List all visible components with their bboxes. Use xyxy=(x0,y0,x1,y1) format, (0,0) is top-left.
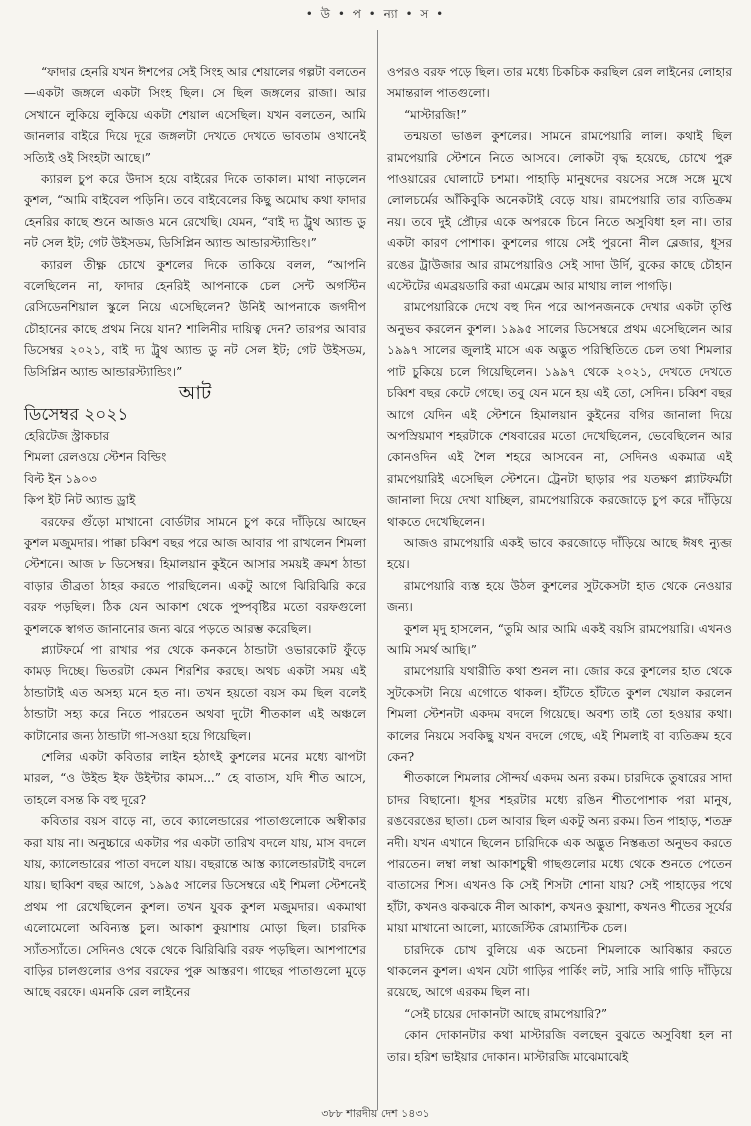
page-footer: ৩৮৮ শারদীয় দেশ ১৪৩১ xyxy=(321,1107,430,1120)
paragraph: রামপেয়ারি যথারীতি কথা শুনল না। জোর করে কুশলের হাত থেকে সুটকেসটা নিয়ে এগোতে থাকল। হাঁটতে হাঁটতে কুশল খেয়াল করলেন শিমলা স্টেশনটা একদম বদলে গিয়েছে। অবশ্য তাই তো হওয়ার কথা। কালের নিয়মে সবকিছু যখন বদলে গেছে, এই শিমলাই বা ব্যতিক্রম হবে কেন? xyxy=(387,664,732,764)
plaque-line: বিল্ট ইন ১৯০৩ xyxy=(24,471,97,486)
paragraph: ক্যারল চুপ করে উদাস হয়ে বাইরের দিকে তাকাল। মাথা নাড়লেন কুশল, “আমি বাইবেল পড়িনি। তবে বাইবেলের কিছু অমোঘ কথা ফাদার হেনরির কাছে শুনে আজও মনে রেখেছি। যেমন, “বাই দ্য ট্রুথ অ্যান্ড ডু নট সেল ইট; গেট উইসডম, ডিসিপ্লিন অ্যান্ড আন্ডারস্ট্যান্ডিং।” xyxy=(24,172,366,251)
paragraph: বরফের গুঁড়ো মাখানো বোর্ডটার সামনে চুপ করে দাঁড়িয়ে আছেন কুশল মজুমদার। পাক্কা চব্বিশ বছর পরে আজ আবার পা রাখলেন শিমলা স্টেশনে। আজ ৮ ডিসেম্বর। হিমালয়ান কুইনে আসার সময়ই ক্রমশ ঠান্ডা বাড়ার তীব্রতা ঠাহর করতে পারছিলেন। একটু আগে ঝিরিঝিরি করে বরফ পড়ছিল। ঠিক যেন আকাশ থেকে পুষ্পবৃষ্টির মতো বরফগুলো কুশলকে স্বাগত জানানোর জন্য ঝরে পড়তে আরম্ভ করেছিল। xyxy=(24,514,366,636)
paragraph: কুশল মৃদু হাসলেন, “তুমি আর আমি একই বয়সি রামপেয়ারি। এখনও আমি সমর্থ আছি।” xyxy=(387,621,732,657)
paragraph: “সেই চায়ের দোকানটা আছে রামপেয়ারি?” xyxy=(404,1006,608,1021)
paragraph: শেলির একটা কবিতার লাইন হঠাৎই কুশলের মনের মধ্যে ঝাপটা মারল, “ও উইন্ড ইফ উইন্টার কামস...” হে বাতাস, যদি শীত আসে, তাহলে বসন্ত কি বহু দূরে? xyxy=(24,750,366,807)
paragraph: কোন দোকানটার কথা মাস্টারজি বলছেন বুঝতে অসুবিধা হল না তার। হরিশ ভাইয়ার দোকান। মাস্টারজি মাঝেমাঝেই xyxy=(387,1028,732,1064)
paragraph: চারদিকে চোখ বুলিয়ে এক অচেনা শিমলাকে আবিষ্কার করতে থাকলেন কুশল। এখন যেটা গাড়ির পার্কিং লট, সারি সারি গাড়ি দাঁড়িয়ে রয়েছে, আগে এরকম ছিল না। xyxy=(387,942,732,1000)
right-column xyxy=(387,62,732,1068)
paragraph: ওপরও বরফ পড়ে ছিল। তার মধ্যে চিকচিক করছিল রেল লাইনের লোহার সমান্তরাল পাতগুলো। xyxy=(387,65,732,101)
paragraph: রামপেয়ারিকে দেখে বহু দিন পরে আপনজনকে দেখার একটা তৃপ্তি অনুভব করলেন কুশল। ১৯৯৫ সালের ডিসেম্বরে প্রথম এসেছিলেন আর ১৯৯৭ সালের জুলাই মাসে এক অদ্ভুত পরিস্থিতিতে চেল তথা শিমলার পাট চুকিয়ে চলে গিয়েছিলেন। ১৯৯৭ থেকে ২০২১, দেখতে দেখতে চব্বিশ বছর কেটে গেছে। তবু যেন মনে হয় এই তো, সেদিন। চব্বিশ বছর আগে যেদিন এই স্টেশনে হিমালয়ান কুইনের বগির জানালা দিয়ে অপস্রিয়মাণ শহরটাকে শেষবারের মতো দেখেছিলেন, ভেবেছিলেন আর কোনওদিন এই শৈল শহরে আসবেন না, সেদিনও একমাত্র এই রামপেয়ারিই এসেছিল স্টেশনে। ট্রেনটা ছাড়ার পর যতক্ষণ প্ল্যাটফর্মটা জানালা দিয়ে দেখা যাচ্ছিল, রামপেয়ারিকে করজোড়ে চুপ করে দাঁড়িয়ে থাকতে দেখেছিলেন। xyxy=(387,300,732,529)
left-column xyxy=(24,62,366,1004)
plaque-line: শিমলা রেলওয়ে স্টেশন বিল্ডিং xyxy=(24,450,167,465)
plaque-line: হেরিটেজ স্ট্রাকচার xyxy=(24,428,110,443)
paragraph: তন্ময়তা ভাঙল কুশলের। সামনে রামপেয়ারি লাল। কথাই ছিল রামপেয়ারি স্টেশনে নিতে আসবে। লোকটা বৃদ্ধ হয়েছে, চোখে পুরু পাওয়ারের ঘোলাটে চশমা। পাহাড়ি মানুষদের বয়সের সঙ্গে সঙ্গে মুখে লোলচর্মের আঁকিবুকি অনেকটাই বেড়ে যায়। রামপেয়ারি তার ব্যতিক্রম নয়। তবে দুই প্রৌঢ়র একে অপরকে চিনে নিতে অসুবিধা হল না। তার একটা কারণ পোশাক। কুশলের গায়ে সেই পুরনো নীল ব্লেজার, ধূসর রঙের ট্রাউজার আর রামপেয়ারিও সেই সাদা উর্দি, বুকের কাছে চৌহান এস্টেটের এমব্রয়ডারি করা এমব্লেম আর মাথায় লাল পাগড়ি। xyxy=(387,129,732,294)
plaque-line: কিপ ইট নিট অ্যান্ড ড্রাই xyxy=(24,493,136,508)
paragraph: ক্যারল তীক্ষ্ণ চোখে কুশলের দিকে তাকিয়ে বলল, “আপনি বলেছিলেন না, ফাদার হেনরিই আপনাকে চেল সেন্ট অগস্টিন রেসিডেনশিয়াল স্কুলে নিয়ে এসেছিলেন? উনিই আপনাকে জগদীপ চৌহানের কাছে প্রথম নিয়ে যান? শালিনীর দায়িত্ব দেন? তারপর আবার ডিসেম্বর ২০২১, বাই দ্য ট্রুথ অ্যান্ড ডু নট সেল ইট; গেট উইসডম, ডিসিপ্লিন অ্যান্ড আন্ডারস্ট্যান্ডিং।” xyxy=(24,257,366,379)
paragraph: “ফাদার হেনরি যখন ঈশপের সেই সিংহ আর শেয়ালের গল্পটা বলতেন—একটা জঙ্গলে একটা সিংহ ছিল। সে ছিল জঙ্গলের রাজা। আর সেখানে লুকিয়ে লুকিয়ে একটা শেয়াল এসেছিল। যখন বলতেন, আমি জানলার বাইরে দিয়ে দূরে জঙ্গলটা দেখতে দেখতে ভাবতাম ওখানেই সত্যিই ওই সিংহটা আছে।” xyxy=(24,65,366,165)
paragraph: প্ল্যাটফর্মে পা রাখার পর থেকে কনকনে ঠান্ডাটা ওভারকোট ফুঁড়ে কামড় দিচ্ছে। ভিতরটা কেমন শিরশির করছে। অথচ একটা সময় এই ঠান্ডাটাই এত অসহ্য মনে হত না। তখন হয়তো বয়স কম ছিল বলেই ঠান্ডাটা সহ্য করে নিতে পারতেন অথবা দুটো শীতকাল এই অঞ্চলে কাটানোর জন্য ঠান্ডাটা গা-সওয়া হয়ে গিয়েছিল। xyxy=(24,642,366,743)
chapter-number: আট xyxy=(178,382,212,405)
running-header: • উ • প • ন্যা • স • xyxy=(305,7,446,21)
column-divider xyxy=(377,30,378,1110)
paragraph: কবিতার বয়স বাড়ে না, তবে ক্যালেন্ডারের পাতাগুলোকে অস্বীকার করা যায় না। অনুচ্চারে একটার পর একটা তারিখ বদলে যায়, মাস বদলে যায়, ক্যালেন্ডারের পাতা বদলে যায়। বছরান্তে আস্ত ক্যালেন্ডারটাই বদলে যায়। ছাব্বিশ বছর আগে, ১৯৯৫ সালের ডিসেম্বরে এই শিমলা স্টেশনেই প্রথম পা রেখেছিলেন কুশল। তখন যুবক কুশল মজুমদার। একমাথা এলোমেলো অবিন্যস্ত চুল। আকাশ কুয়াশায় মোড়া ছিল। চারদিক স্যাঁতস্যাঁতে। সেদিনও থেকে থেকে ঝিরিঝিরি বরফ পড়ছিল। আশপাশের বাড়ির চালগুলোর ওপর বরফের পুরু আস্তরণ। গাছের পাতাগুলো মুড়ে আছে বরফে। এমনকি রেল লাইনের xyxy=(24,814,366,1000)
paragraph: শীতকালে শিমলার সৌন্দর্য একদম অন্য রকম। চারদিকে তুষারের সাদা চাদর বিছানো। ধূসর শহরটার মধ্যে রঙিন শীতপোশাক পরা মানুষ, রঙবেরঙের ছাতা। চেল আবার ছিল একটু অন্য রকম। তিন পাহাড়, শতদ্রু নদী। যখন এখানে ছিলেন চারিদিকে এক অদ্ভুত নিস্তব্ধতা অনুভব করতে পারতেন। লম্বা লম্বা আকাশচুম্বী গাছগুলোর মধ্যে থেকে শুনতে পেতেন বাতাসের শিস। এখনও কি সেই শিসটা শোনা যায়? সেই পাহাড়ের পথে হাঁটা, কখনও ঝকঝকে নীল আকাশ, কখনও কুয়াশা, কখনও শীতের সূর্যের মায়া মাখানো আলো, ম্যাজেস্টিক রোম্যান্টিক চেল। xyxy=(387,771,732,936)
paragraph: রামপেয়ারি ব্যস্ত হয়ে উঠল কুশলের সুটকেসটা হাত থেকে নেওয়ার জন্য। xyxy=(387,578,732,615)
date-heading: ডিসেম্বর ২০২১ xyxy=(24,404,129,425)
paragraph: আজও রামপেয়ারি একই ভাবে করজোড়ে দাঁড়িয়ে আছে ঈষৎ ন্যুব্জ হয়ে। xyxy=(387,535,732,572)
paragraph: “মাস্টারজি!” xyxy=(404,107,467,122)
